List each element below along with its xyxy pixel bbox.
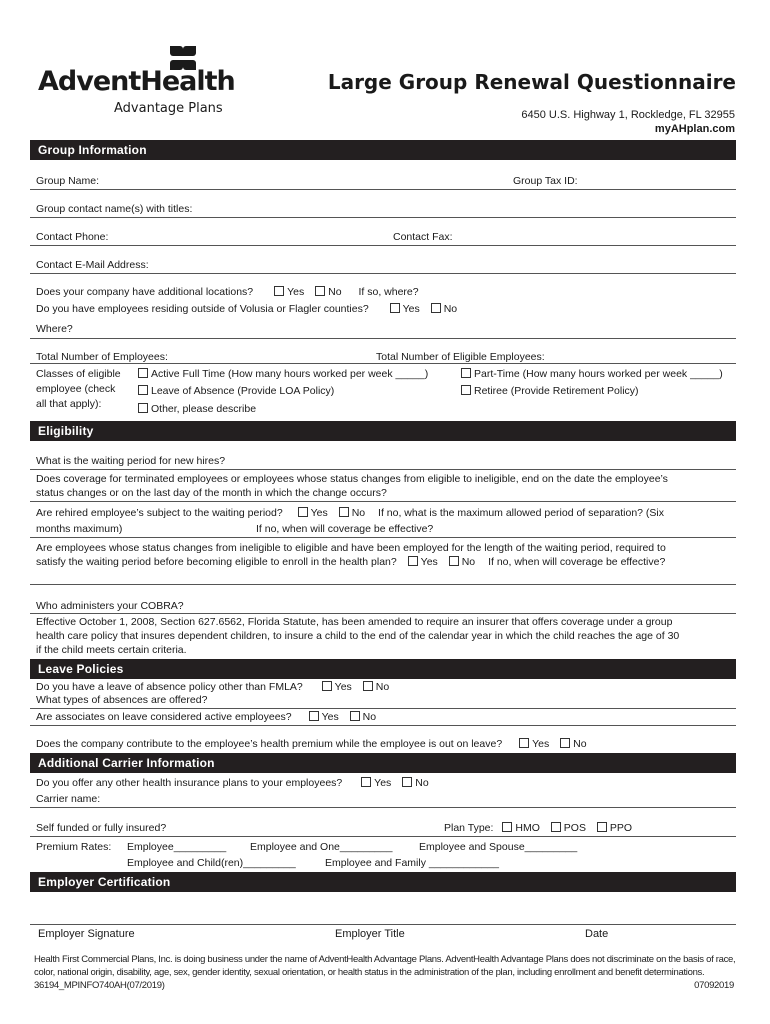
website: myAHplan.com xyxy=(654,123,735,135)
form-id: 36194_MPINFO740AH(07/2019) xyxy=(34,980,165,991)
status-when-label: If no, when will coverage be effective? xyxy=(488,556,666,568)
yes-label: Yes xyxy=(532,738,550,750)
carrier-name-label: Carrier name: xyxy=(36,793,101,805)
rate-employee-children-field[interactable]: Employee and Child(ren)_________ xyxy=(127,857,296,869)
rate-employee-family-field[interactable]: Employee and Family ____________ xyxy=(325,857,499,869)
yes-label: Yes xyxy=(321,711,339,723)
contact-phone-label: Contact Phone: xyxy=(36,231,109,243)
section-header-additional-carrier: Additional Carrier Information xyxy=(30,753,736,773)
outside-no-checkbox[interactable] xyxy=(431,303,441,313)
total-employees-label: Total Number of Employees: xyxy=(36,351,168,363)
rate-employee-field[interactable]: Employee_________ xyxy=(127,841,227,853)
disclaimer-line-2: color, national origin, disability, age, sex, gender identity, sexual orientation, or health status in the administration of the plan, including enrollment and benefit determinations. xyxy=(34,967,705,978)
contribute-no-checkbox[interactable] xyxy=(560,738,570,748)
logo-subtitle: Advantage Plans xyxy=(114,101,223,116)
option-label: Part-Time (How many hours worked per week _____) xyxy=(474,368,723,380)
form-code: 07092019 xyxy=(694,980,734,991)
question-text: Do you have employees residing outside of Volusia or Flagler counties? xyxy=(36,303,369,315)
no-label: No xyxy=(415,777,429,789)
funding-line[interactable] xyxy=(30,836,736,837)
yes-label: Yes xyxy=(310,507,328,519)
option-leave-of-absence xyxy=(138,385,334,398)
statute-text-line-1: Effective October 1, 2008, Section 627.6562, Florida Statute, has been amended to require an insurer that offers coverage under a group xyxy=(36,616,673,628)
no-label: No xyxy=(443,303,458,315)
leave-policy-question xyxy=(36,681,389,694)
totals-line[interactable] xyxy=(30,363,736,364)
active-full-time-checkbox[interactable] xyxy=(138,368,148,378)
part-time-checkbox[interactable] xyxy=(461,368,471,378)
question-text: Do you have a leave of absence policy other than FMLA? xyxy=(36,681,303,693)
rehired-line[interactable] xyxy=(30,537,736,538)
plan-type-field xyxy=(444,822,632,835)
group-name-label: Group Name: xyxy=(36,175,100,187)
classes-label-1: Classes of eligible xyxy=(36,368,121,380)
contribute-premium-question xyxy=(36,738,587,751)
ppo-checkbox[interactable] xyxy=(597,822,607,832)
employer-title-label: Employer Title xyxy=(335,928,405,940)
option-active-full-time xyxy=(138,368,428,381)
waiting-period-question: What is the waiting period for new hires? xyxy=(36,455,226,467)
section-header-leave-policies: Leave Policies xyxy=(30,659,736,679)
total-eligible-label: Total Number of Eligible Employees: xyxy=(376,351,545,363)
absence-types-question: What types of absences are offered? xyxy=(36,694,208,706)
ppo-label: PPO xyxy=(609,822,633,834)
leave-policy-yes-checkbox[interactable] xyxy=(322,681,332,691)
statute-text-line-2: health care policy that insures dependent children, to insure a child to the end of the calendar year in which the child reaches the age of 30 xyxy=(36,630,680,642)
leave-active-yes-checkbox[interactable] xyxy=(309,711,319,721)
other-plans-question xyxy=(36,777,429,790)
terminated-line[interactable] xyxy=(30,501,736,502)
contact-email-line[interactable] xyxy=(30,273,736,274)
locations-no-checkbox[interactable] xyxy=(315,286,325,296)
contact-names-label: Group contact name(s) with titles: xyxy=(36,203,193,215)
option-part-time xyxy=(461,368,723,381)
retiree-checkbox[interactable] xyxy=(461,385,471,395)
terminated-question-line-2: status changes or on the last day of the month in which the change occurs? xyxy=(36,487,387,499)
cobra-question: Who administers your COBRA? xyxy=(36,600,184,612)
rehired-if-no-text: If no, what is the maximum allowed period of separation? (Six xyxy=(378,507,665,519)
date-label: Date xyxy=(585,928,609,940)
section-header-employer-certification: Employer Certification xyxy=(30,872,736,892)
classes-label-3: all that apply): xyxy=(36,398,102,410)
option-retiree xyxy=(461,385,639,398)
yes-label: Yes xyxy=(374,777,392,789)
status-no-checkbox[interactable] xyxy=(449,556,459,566)
no-label: No xyxy=(461,556,476,568)
yes-label: Yes xyxy=(334,681,352,693)
leave-active-question xyxy=(36,711,376,724)
premium-rates-label: Premium Rates: xyxy=(36,841,112,853)
no-label: No xyxy=(362,711,377,723)
where-label: Where? xyxy=(36,323,73,335)
option-label: Leave of Absence (Provide LOA Policy) xyxy=(151,385,335,397)
pos-checkbox[interactable] xyxy=(551,822,561,832)
yes-label: Yes xyxy=(420,556,438,568)
yes-label: Yes xyxy=(287,286,305,298)
disclaimer-line-1: Health First Commercial Plans, Inc. is doing business under the name of AdventHealth Advantage Plans. AdventHealth Advantage Plans does not discriminate on the basis of race, xyxy=(34,954,736,965)
contact-email-label: Contact E-Mail Address: xyxy=(36,259,149,271)
contact-phone-line[interactable] xyxy=(30,245,736,246)
leave-policy-no-checkbox[interactable] xyxy=(363,681,373,691)
cobra-line[interactable] xyxy=(30,613,736,614)
no-label: No xyxy=(351,507,366,519)
logo-name: AdventHealth xyxy=(38,66,235,97)
other-plans-no-checkbox[interactable] xyxy=(402,777,412,787)
status-change-line[interactable] xyxy=(30,584,736,585)
document-title: Large Group Renewal Questionnaire xyxy=(327,70,736,94)
status-yes-checkbox[interactable] xyxy=(408,556,418,566)
rehired-months-label: months maximum) xyxy=(36,523,123,535)
option-other xyxy=(138,403,256,416)
option-label: Active Full Time (How many hours worked per week _____) xyxy=(151,368,429,380)
locations-yes-checkbox[interactable] xyxy=(274,286,284,296)
option-label: Other, please describe xyxy=(151,403,257,415)
rehired-when-label: If no, when will coverage be effective? xyxy=(256,523,434,535)
contact-fax-label: Contact Fax: xyxy=(393,231,453,243)
contact-names-line[interactable] xyxy=(30,217,736,218)
question-text: Does the company contribute to the employee’s health premium while the employee is out on leave? xyxy=(36,738,503,750)
outside-counties-question xyxy=(36,303,457,316)
rehired-yes-checkbox[interactable] xyxy=(298,507,308,517)
carrier-name-line[interactable] xyxy=(30,807,736,808)
yes-label: Yes xyxy=(402,303,420,315)
rate-employee-one-field[interactable]: Employee and One_________ xyxy=(250,841,393,853)
absence-types-line[interactable] xyxy=(30,708,736,709)
rehired-no-checkbox[interactable] xyxy=(339,507,349,517)
status-change-question-line-2 xyxy=(36,556,665,569)
if-so-label: If so, where? xyxy=(358,286,419,298)
leave-active-no-checkbox[interactable] xyxy=(350,711,360,721)
leave-of-absence-checkbox[interactable] xyxy=(138,385,148,395)
terminated-question-line-1: Does coverage for terminated employees or employees whose status changes from eligible to ineligible, end on the date the employee’s xyxy=(36,473,668,485)
plan-type-label: Plan Type: xyxy=(444,822,494,834)
section-header-eligibility: Eligibility xyxy=(30,421,736,441)
group-tax-id-label: Group Tax ID: xyxy=(513,175,578,187)
signature-line[interactable] xyxy=(30,924,736,925)
hmo-label: HMO xyxy=(515,822,540,834)
group-name-line[interactable] xyxy=(30,189,736,190)
additional-locations-question xyxy=(36,286,419,299)
no-label: No xyxy=(375,681,390,693)
no-label: No xyxy=(328,286,342,298)
waiting-period-line[interactable] xyxy=(30,469,736,470)
rate-employee-spouse-field[interactable]: Employee and Spouse_________ xyxy=(419,841,578,853)
contribute-yes-checkbox[interactable] xyxy=(519,738,529,748)
pos-label: POS xyxy=(563,822,586,834)
other-plans-yes-checkbox[interactable] xyxy=(361,777,371,787)
question-text: Do you offer any other health insurance plans to your employees? xyxy=(36,777,343,789)
address: 6450 U.S. Highway 1, Rockledge, FL 32955 xyxy=(521,109,735,121)
question-text: Are rehired employee’s subject to the waiting period? xyxy=(36,507,283,519)
question-text: Does your company have additional locations? xyxy=(36,286,254,298)
leave-active-line[interactable] xyxy=(30,725,736,726)
outside-yes-checkbox[interactable] xyxy=(390,303,400,313)
funding-question: Self funded or fully insured? xyxy=(36,822,167,834)
option-label: Retiree (Provide Retirement Policy) xyxy=(474,385,639,397)
section-header-group-information: Group Information xyxy=(30,140,736,160)
classes-label-2: employee (check xyxy=(36,383,116,395)
hmo-checkbox[interactable] xyxy=(502,822,512,832)
where-line[interactable] xyxy=(30,338,736,339)
status-change-question-line-1: Are employees whose status changes from ineligible to eligible and have been employed for the length of the waiting period, required to xyxy=(36,542,666,554)
statute-text-line-3: if the child meets certain criteria. xyxy=(36,644,187,656)
question-text: Are associates on leave considered active employees? xyxy=(36,711,292,723)
no-label: No xyxy=(573,738,587,750)
rehired-question xyxy=(36,507,664,520)
question-text: satisfy the waiting period before becoming eligible to enroll in the health plan? xyxy=(36,556,397,568)
employer-signature-label: Employer Signature xyxy=(38,928,135,940)
other-checkbox[interactable] xyxy=(138,403,148,413)
